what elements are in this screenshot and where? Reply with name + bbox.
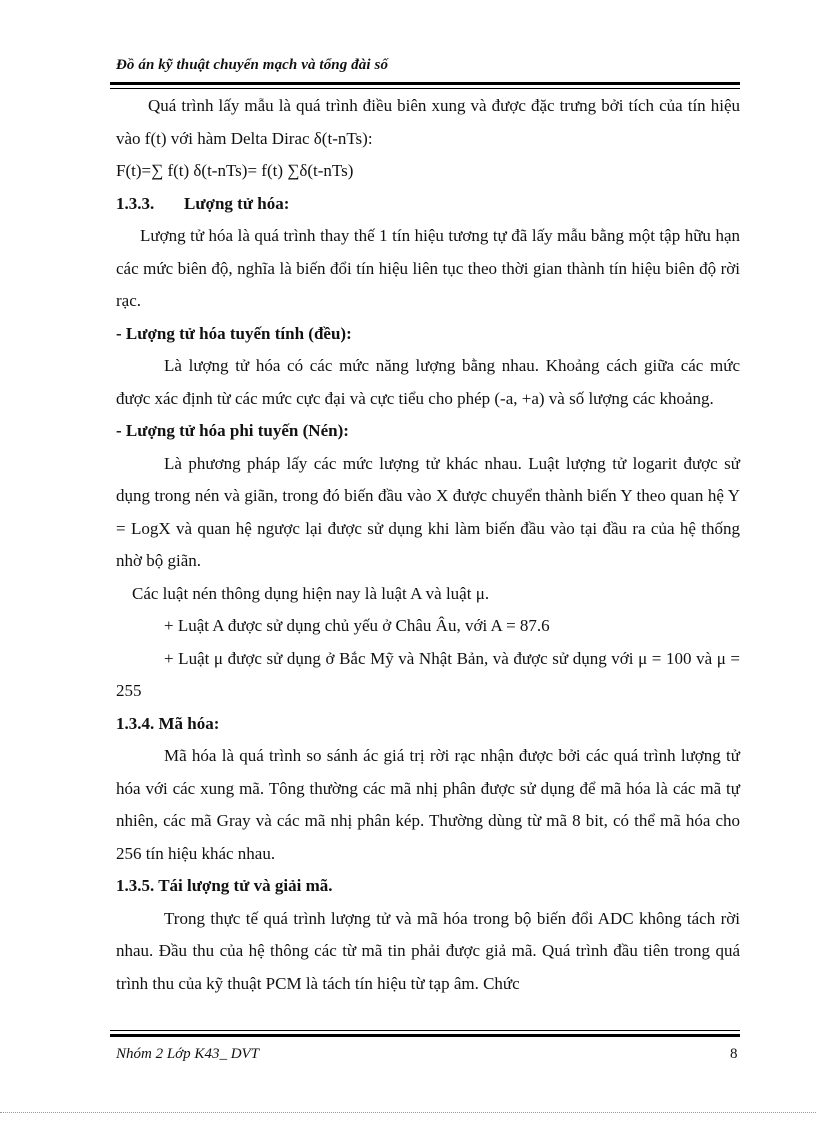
paragraph-nonlinear: Là phương pháp lấy các mức lượng tử khác nhau. Luật lượng tử logarit được sử dụng trong nén và giãn, trong đó biến đầu vào X được chuyển thành biến Y theo quan hệ Y = LogX và quan hệ ngược lại được sử dụng khi làm biến đầu vào tại đầu ra của hệ thống nhờ bộ giãn.	[116, 453, 740, 570]
paragraph-mu-law: + Luật μ được sử dụng ở Bắc Mỹ và Nhật Bản, và được sử dụng với μ = 100 và μ = 255	[116, 648, 740, 700]
paragraph-sampling: Quá trình lấy mẫu là quá trình điều biên xung và được đặc trưng bởi tích của tín hiệu vào f(t) với hàm Delta Dirac δ(t-nTs):	[116, 96, 740, 148]
heading-title: Lượng tử hóa:	[184, 193, 290, 213]
paragraph-linear: Là lượng tử hóa có các mức năng lượng bằng nhau. Khoảng cách giữa các mức được xác định từ các mức cực đại và cực tiểu cho phép (-a, +a) và số lượng các khoảng.	[116, 356, 740, 408]
header-rule-thick	[110, 82, 740, 85]
paragraph-a-law: + Luật A được sử dụng chủ yếu ở Châu Âu, với A = 87.6	[164, 616, 550, 635]
heading-1-3-4: 1.3.4. Mã hóa:	[116, 713, 220, 733]
footer-rule-thin	[110, 1030, 740, 1031]
heading-number: 1.3.3.	[116, 193, 155, 213]
header-rule-thin	[110, 88, 740, 89]
page-bottom-dotted-border	[0, 1112, 816, 1113]
footer-rule-thick	[110, 1034, 740, 1037]
heading-1-3-5: 1.3.5. Tái lượng tử và giải mã.	[116, 876, 333, 895]
paragraph-coding: Mã hóa là quá trình so sánh ác giá trị rời rạc nhận được bởi các quá trình lượng tử hóa với các xung mã. Tông thường các mã nhị phân được sử dụng để mã hóa là các mã tự nhiên, các mã Gray và các mã nhị phân kép. Thường dùng từ mã 8 bit, có thể mã hóa cho 256 tín hiệu khác nhau.	[116, 746, 740, 863]
paragraph-quantization: Lượng tử hóa là quá trình thay thế 1 tín hiệu tương tự đã lấy mẫu bằng một tập hữu hạn các mức biên độ, nghĩa là biến đổi tín hiệu liên tục theo thời gian thành tín hiệu biên độ rời rạc.	[116, 226, 740, 310]
header-title: Đồ án kỹ thuật chuyển mạch và tổng đài số	[116, 57, 389, 73]
footer-group-label: Nhóm 2 Lớp K43_ DVT	[116, 1046, 260, 1062]
paragraph-requantization: Trong thực tế quá trình lượng tử và mã hóa trong bộ biến đổi ADC không tách rời nhau. Đầu thu của hệ thông các từ mã tin phải được giả mã. Quá trình đầu tiên trong quá trình thu của kỹ thuật PCM là tách tín hiệu từ tạp âm. Chức	[116, 908, 740, 993]
heading-1-3-3	[116, 188, 740, 221]
subheading-nonlinear: - Lượng tử hóa phi tuyến (Nén):	[116, 421, 349, 440]
formula: F(t)=∑ f(t) δ(t-nTs)= f(t) ∑δ(t-nTs)	[116, 161, 354, 180]
paragraph-laws: Các luật nén thông dụng hiện nay là luật A và luật μ.	[132, 583, 490, 603]
page-number: 8	[730, 1046, 738, 1062]
body-text	[116, 90, 740, 1000]
subheading-linear: - Lượng tử hóa tuyến tính (đều):	[116, 323, 352, 343]
